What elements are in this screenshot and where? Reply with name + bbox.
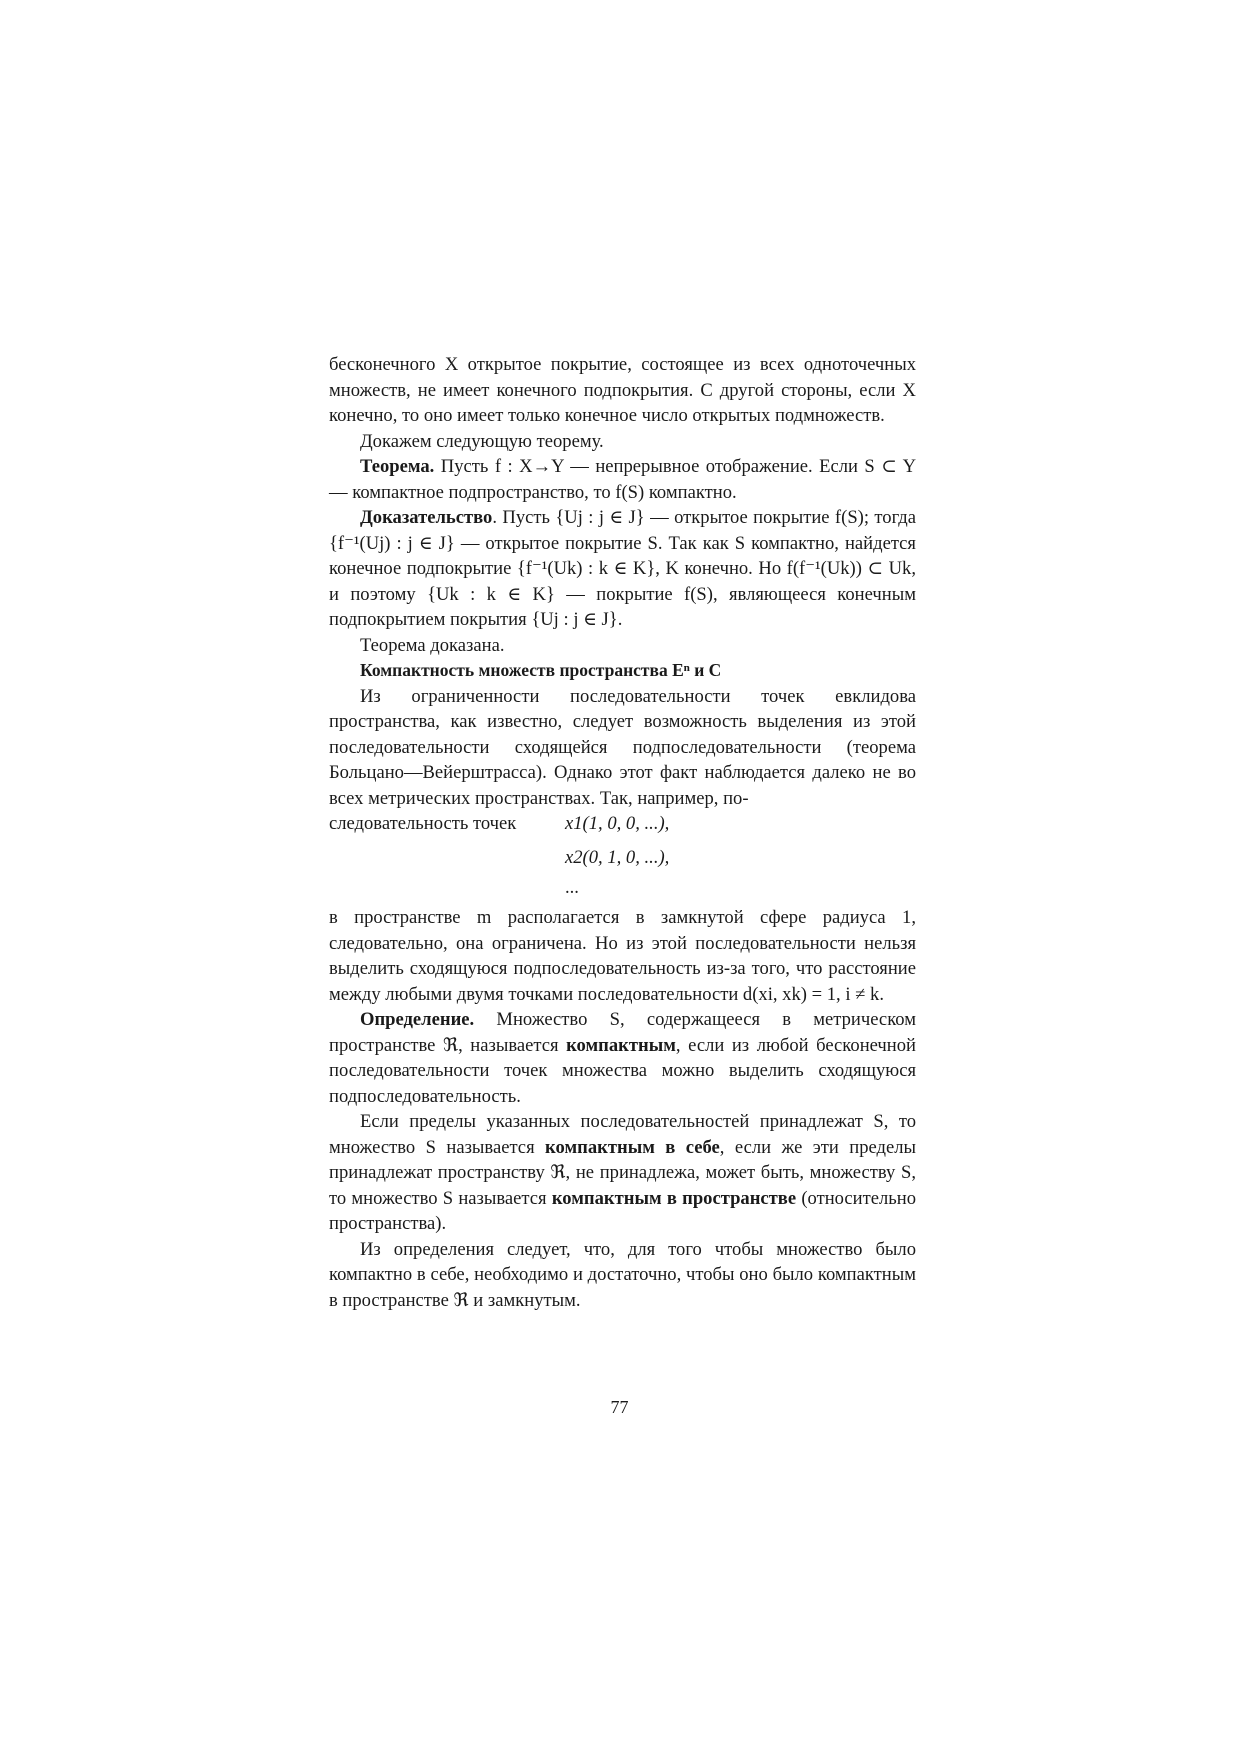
definition-text-before: Множество S, содержащееся в метрическом пространстве ℜ, называется (329, 1009, 916, 1056)
paragraph-intro-theorem: Докажем следующую теорему. (360, 430, 604, 452)
sequence-ellipsis: ... (565, 877, 579, 898)
theorem-paragraph (329, 454, 916, 505)
term-compact-in-itself: компактным в себе (545, 1136, 720, 1158)
limits-part-3: (относительно пространства). (329, 1187, 916, 1234)
proof-conclusion: Теорема доказана. (360, 634, 505, 656)
page-number: 77 (610, 1397, 629, 1417)
sequence-row-3 (329, 879, 916, 905)
paragraph-after-sequence: в пространстве m располагается в замкнутой сфере радиуса 1, следовательно, она ограничена. Но из этой последовательности нельзя выделить сходящуюся подпоследовательность из-за того, что расстояние между любыми двумя точками последовательности d(xi, xk) = 1, i ≠ k. (329, 907, 916, 1005)
paragraph-continuation: бесконечного X открытое покрытие, состоящее из всех одноточечных множеств, не имеет конечного подпокрытия. С другой стороны, если X конечно, то оно имеет только конечное число открытых подмножеств. (329, 354, 916, 426)
definition-text-after: , если из любой бесконечной последовательности точек множества можно выделить сходящуюся подпоследовательность. (329, 1034, 916, 1107)
limits-part-1: Если пределы указанных последовательностей принадлежат S, то множество S называется (329, 1111, 916, 1158)
section-heading: Компактность множеств пространства Eⁿ и C (360, 660, 722, 680)
definition-term: компактным (566, 1034, 676, 1056)
sequence-item-1: x1(1, 0, 0, ...), (565, 813, 670, 834)
page-text-block (329, 352, 916, 1313)
definition-label: Определение. (360, 1009, 475, 1030)
term-compact-in-space: компактным в пространстве (551, 1187, 797, 1209)
theorem-text: Пусть f : X→Y — непрерывное отображение. Если S ⊂ Y — компактное подпространство, то f(S) компактно. (329, 456, 916, 503)
limits-paragraph (329, 1109, 916, 1237)
proof-label: Доказательство (360, 507, 493, 528)
proof-text: . Пусть {Uj : j ∈ J} — открытое покрытие f(S); тогда {f⁻¹(Uj) : j ∈ J} — открытое покрытие S. Так как S компактно, найдется конечное подпокрытие {f⁻¹(Uk) : k ∈ K}, K конечно. Но f(f⁻¹(Uk)) ⊂ Uk, и поэтому {Uk : k ∈ K} — покрытие f(S), являющееся конечным подпокрытием покрытия {Uj : j ∈ J}. (329, 507, 916, 630)
definition-paragraph (329, 1007, 916, 1109)
section-intro: Из ограниченности последовательности точек евклидова пространства, как известно, следует возможность выделения из этой последовательности сходящейся подпоследовательности (теорема Больцано—Вейерштрасса). Однако этот факт наблюдается далеко не во всех метрических пространствах. Так, например, по- (329, 685, 916, 809)
sequence-item-2: x2(0, 1, 0, ...), (565, 847, 670, 868)
sequence-row-1 (329, 811, 916, 837)
sequence-lead-text: следовательность точек (329, 813, 517, 834)
limits-part-2: , если же эти пределы принадлежат пространству ℜ, не принадлежа, может быть, множеству S, то множество S называется (329, 1136, 916, 1209)
theorem-label: Теорема. (360, 456, 435, 477)
final-paragraph: Из определения следует, что, для того чтобы множество было компактно в себе, необходимо и достаточно, чтобы оно было компактным в пространстве ℜ и замкнутым. (329, 1238, 916, 1311)
sequence-row-2 (329, 845, 916, 871)
proof-paragraph (329, 505, 916, 633)
